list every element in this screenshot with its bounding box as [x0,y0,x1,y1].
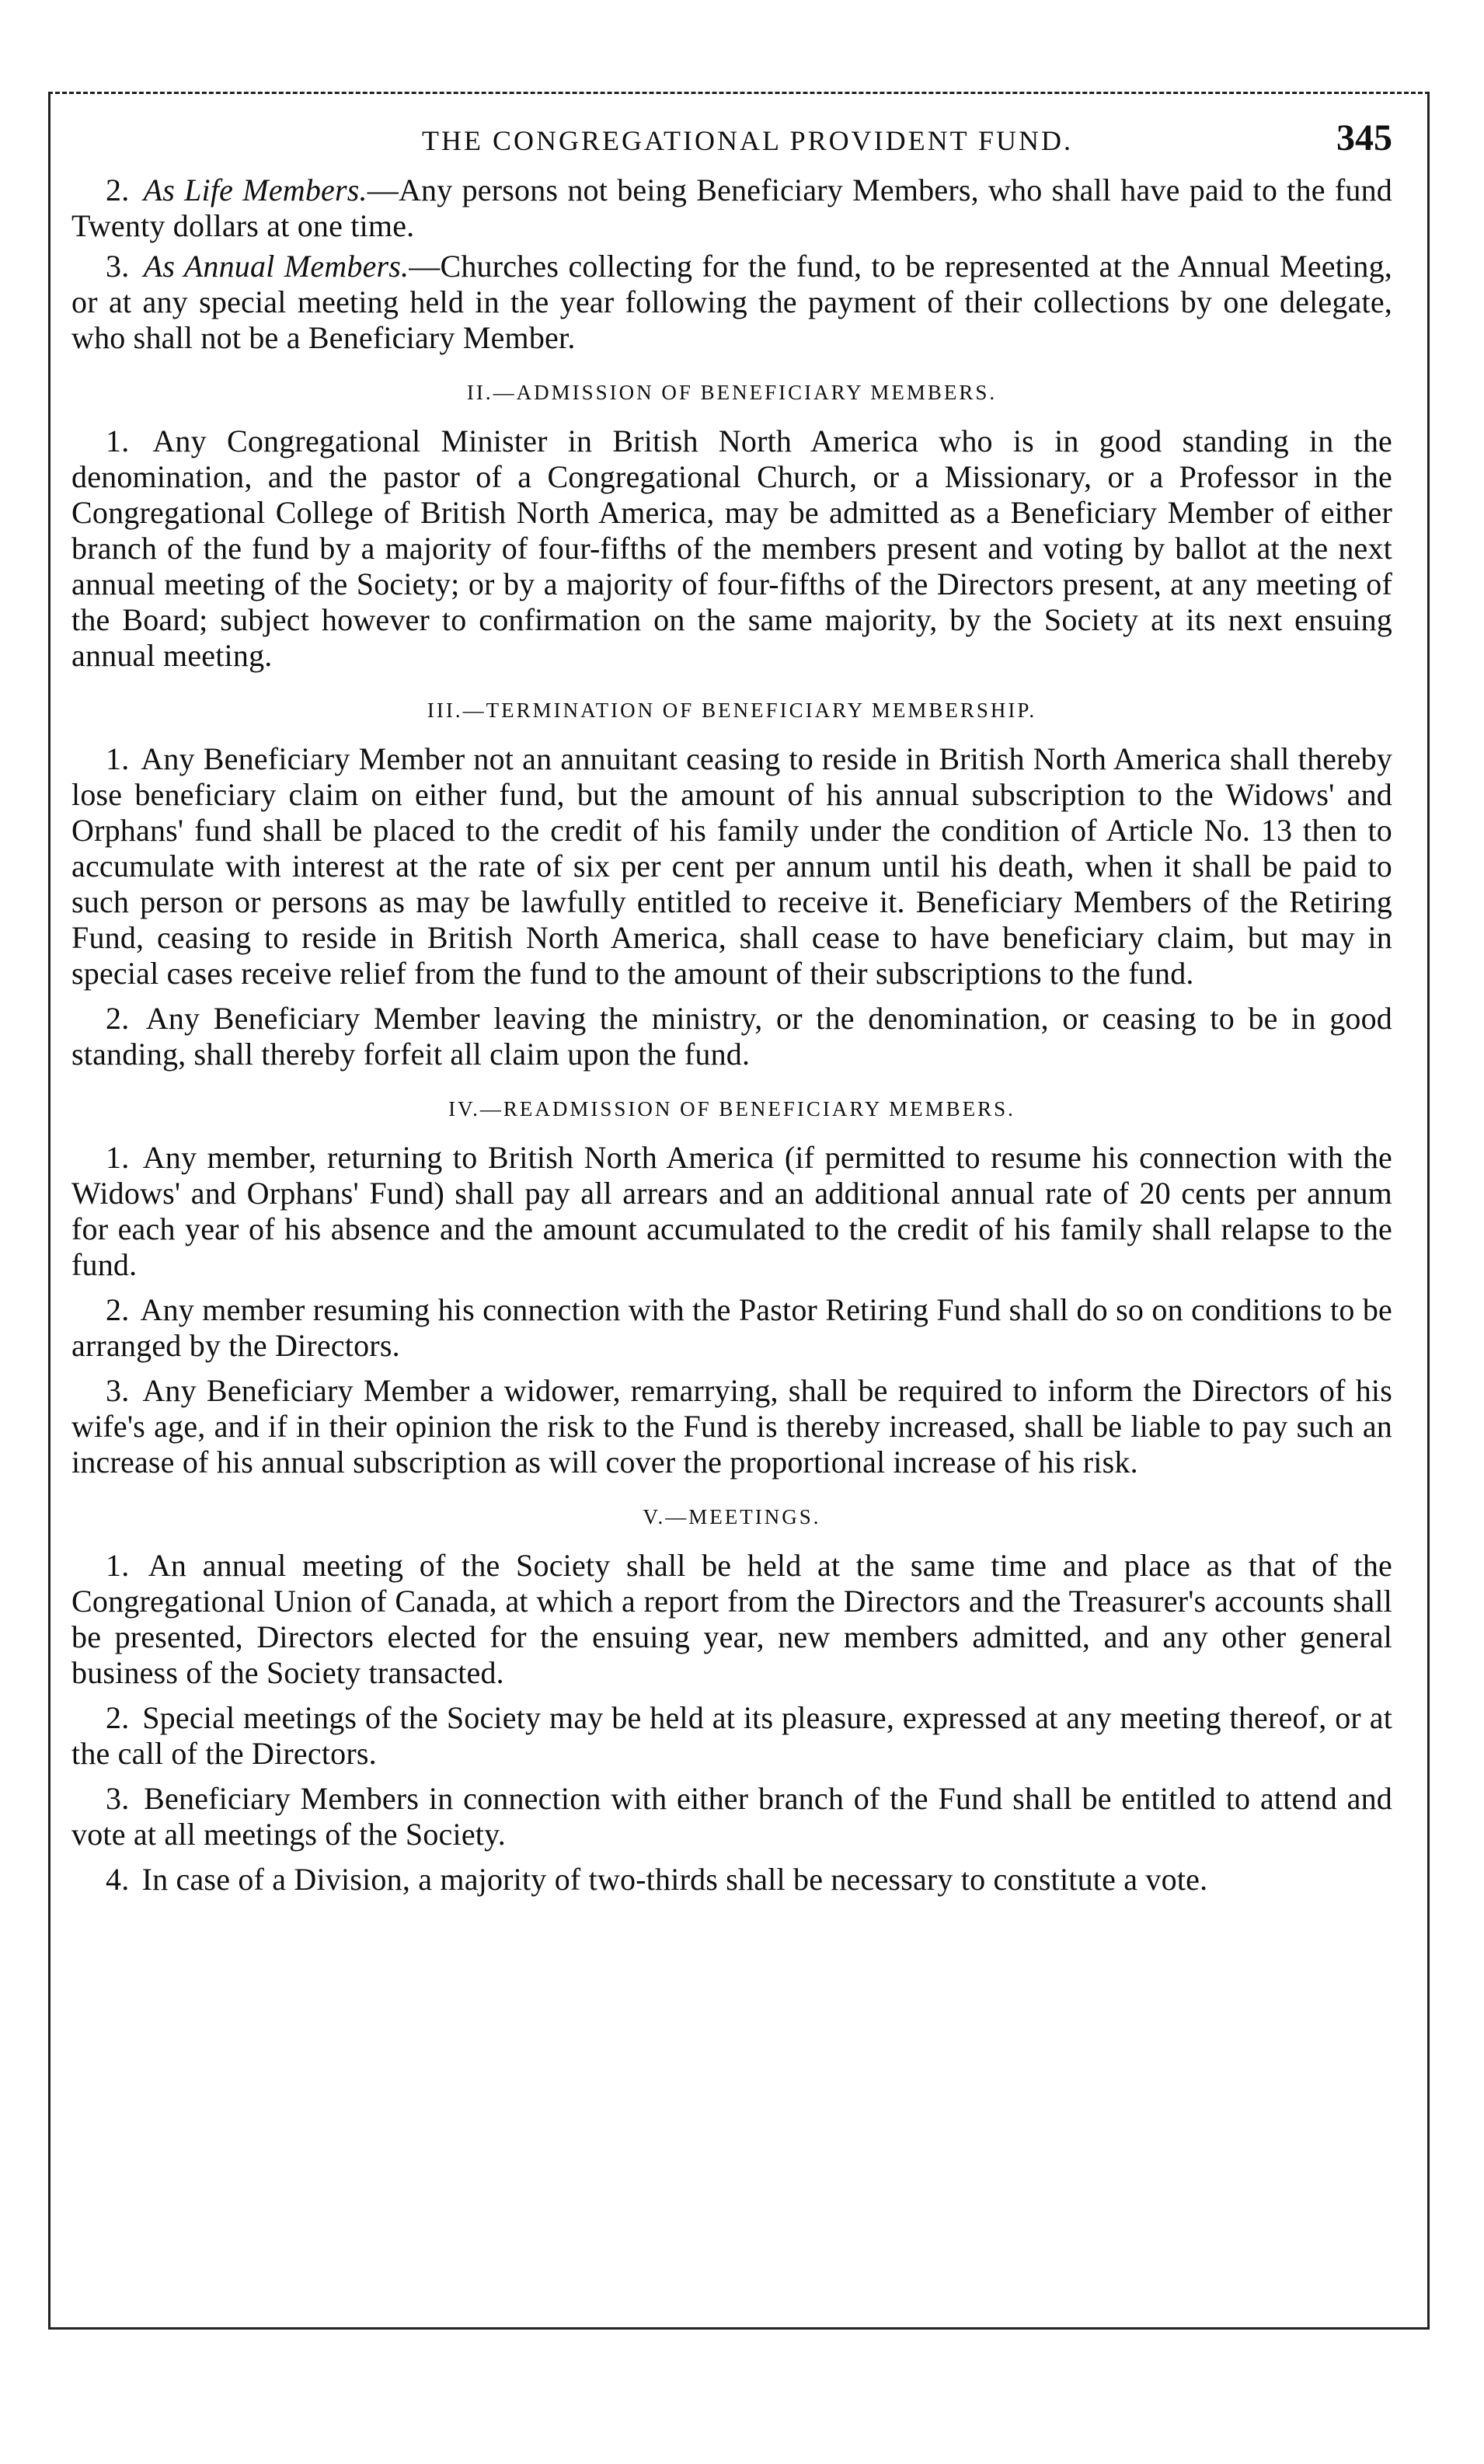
paragraph-number: 2. [106,1700,130,1735]
paragraph-number: 1. [106,1548,130,1583]
paragraph-number: 3. [106,1781,130,1816]
paragraph-number: 1. [106,1140,130,1175]
paragraph-number: 3. [106,249,130,284]
page-number: 345 [1336,117,1392,159]
paragraph-text: —Any persons not being Beneficiary Members, who shall have paid to the fund Twenty dollars at one time. [71,173,1392,243]
article-paragraph [71,741,1392,992]
section-heading: III.—TERMINATION OF BENEFICIARY MEMBERSHIP. [427,699,1037,722]
paragraph-number: 2. [106,173,130,207]
paragraph-number: 2. [106,1292,130,1327]
article-paragraph [71,1781,1392,1852]
member-class-paragraph [71,173,1392,244]
paragraph-number: 4. [106,1862,130,1897]
member-class-paragraph [71,249,1392,356]
paragraph-number: 1. [106,741,130,776]
paragraph-text: Beneficiary Members in connection with either branch of the Fund shall be entitled to attend and vote at all meetings of the Society. [71,1781,1393,1852]
paragraph-text: —Churches collecting for the fund, to be represented at the Annual Meeting, or at any special meeting held in the year following the payment of their collections by one delegate, who shall not be a Beneficiary Member. [71,249,1392,355]
paragraph-number: 1. [106,423,130,458]
section-heading: IV.—READMISSION OF BENEFICIARY MEMBERS. [448,1097,1015,1120]
paragraph-number: 2. [106,1001,130,1036]
paragraph-text: An annual meeting of the Society shall be held at the same time and place as that of the Congregational Union of Canada, at which a report from the Directors and the Treasurer's accounts shall be presented, Directors elected for the ensuing year, new members admitted, and any other general business of the Society transacted. [71,1548,1392,1690]
page-header [71,117,1392,173]
paragraph-lead: As Annual Members. [143,249,409,284]
section-heading: II.—ADMISSION OF BENEFICIARY MEMBERS. [466,381,998,404]
paragraph-text: In case of a Division, a majority of two-thirds shall be necessary to constitute a vote. [141,1862,1208,1897]
article-paragraph [71,1548,1392,1691]
paragraph-number: 3. [106,1373,130,1408]
section-heading: V.—MEETINGS. [643,1505,821,1528]
running-head: THE CONGREGATIONAL PROVIDENT FUND. [422,125,1073,156]
paragraph-text: Any Beneficiary Member not an annuitant ceasing to reside in British North America shall thereby lose beneficiary claim on either fund, but the amount of his annual subscription to the Widows' and Orphans' fund shall be placed to the credit of his family under the condition of Article No. 13 then to accumulate with interest at the rate of six per cent per annum until his death, when it shall be paid to such person or persons as may be lawfully entitled to receive it. Beneficiary Members of the Retiring Fund, ceasing to reside in British North America, shall cease to have beneficiary claim, but may in special cases receive relief from the fund to the amount of their subscriptions to the fund. [71,741,1392,991]
paragraph-text: Any Beneficiary Member leaving the ministry, or the denomination, or ceasing to be in good standing, shall thereby forfeit all claim upon the fund. [71,1001,1392,1072]
article-paragraph [71,1373,1392,1480]
paragraph-text: Special meetings of the Society may be held at its pleasure, expressed at any meeting thereof, or at the call of the Directors. [71,1700,1393,1771]
paragraph-text: Any member, returning to British North America (if permitted to resume his connection with the Widows' and Orphans' Fund) shall pay all arrears and an additional annual rate of 20 cents per annum for each year of his absence and the amount accumulated to the credit of his family shall relapse to the fund. [71,1140,1392,1282]
paragraph-text: Any member resuming his connection with the Pastor Retiring Fund shall do so on conditions to be arranged by the Directors. [71,1292,1393,1363]
article-paragraph [71,1700,1392,1772]
paragraph-text: Any Beneficiary Member a widower, remarrying, shall be required to inform the Directors of his wife's age, and if in their opinion the risk to the Fund is thereby increased, shall be liable to pay such an increase of his annual subscription as will cover the proportional increase of his risk. [71,1373,1392,1479]
article-paragraph [71,1140,1392,1283]
article-paragraph [71,423,1392,674]
article-paragraph [71,1292,1392,1364]
document-page [71,117,1392,1907]
article-paragraph [71,1862,1392,1898]
article-paragraph [71,1001,1392,1072]
paragraph-lead: As Life Members. [143,173,368,207]
paragraph-text: Any Congregational Minister in British North America who is in good standing in the denomination, and the pastor of a Congregational Church, or a Missionary, or a Professor in the Congregational College of British North America, may be admitted as a Beneficiary Member of either branch of the fund by a majority of four-fifths of the members present and voting by ballot at the next annual meeting of the Society; or by a majority of four-fifths of the Directors present, at any meeting of the Board; subject however to confirmation on the same majority, by the Society at its next ensuing annual meeting. [71,423,1392,673]
